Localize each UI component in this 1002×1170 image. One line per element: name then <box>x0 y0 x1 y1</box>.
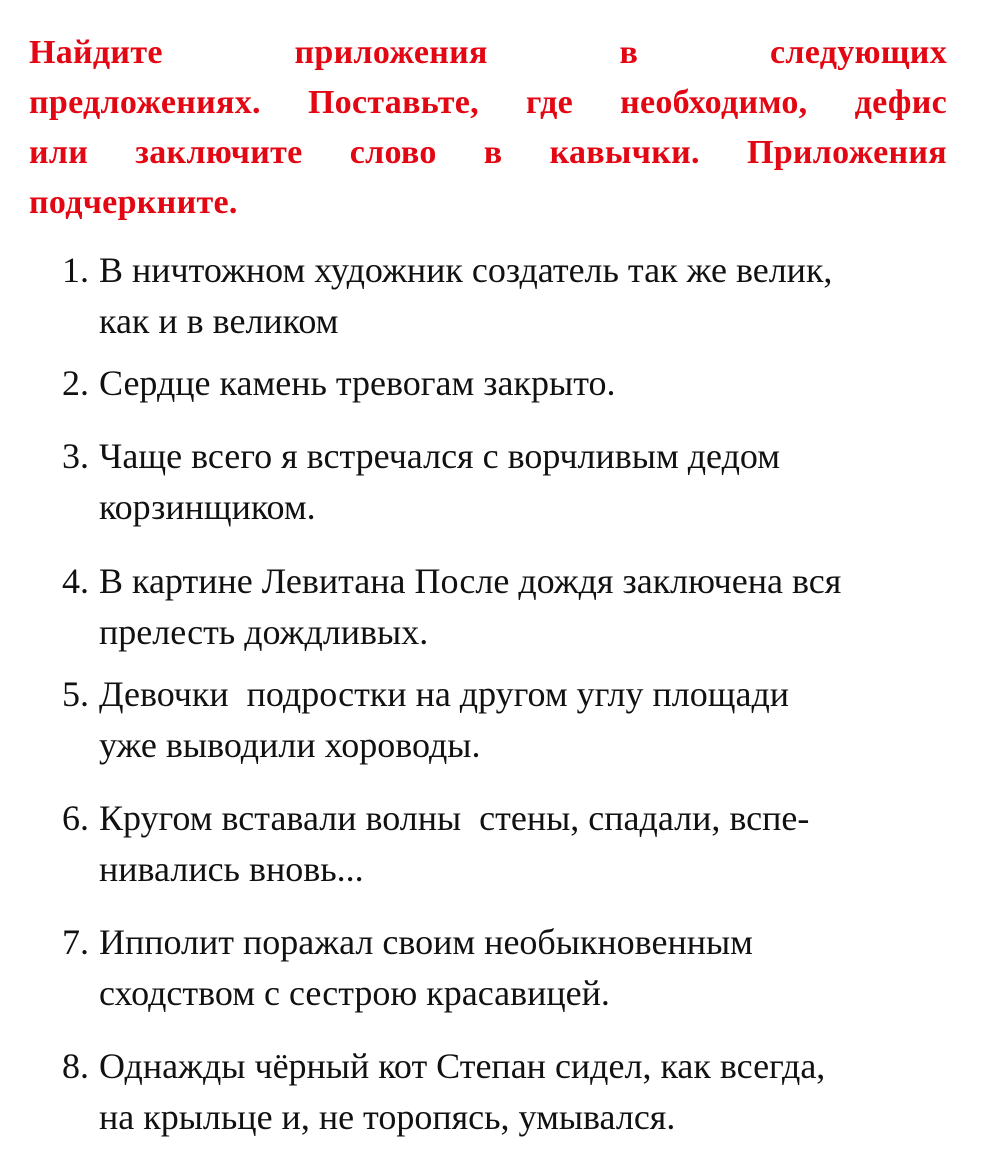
task-number: 6. <box>62 798 89 838</box>
instruction-line: предложениях. Поставьте, где необходимо, дефис <box>29 84 947 121</box>
task-number: 7. <box>62 922 89 962</box>
task-text: Сердце камень тревогам закрыто. <box>99 363 616 403</box>
task-number: 4. <box>62 561 89 601</box>
instruction-line: или заключите слово в кавычки. Приложения <box>29 134 947 171</box>
task-number: 1. <box>62 250 89 290</box>
task-text: Кругом вставали волны стены, спадали, вспе- нивались вновь... <box>99 798 810 889</box>
instruction-heading <box>29 28 947 228</box>
task-number: 5. <box>62 674 89 714</box>
task-text: Однажды чёрный кот Степан сидел, как всегда, на крыльце и, не торопясь, умывался. <box>99 1046 826 1137</box>
instruction-line: Найдите приложения в следующих <box>29 34 947 71</box>
task-text: Чаще всего я встречался с ворчливым дедом корзинщиком. <box>99 436 780 527</box>
task-text: В ничтожном художник создатель так же велик, как и в великом <box>99 250 833 341</box>
task-text: В картине Левитана После дождя заключена вся прелесть дождливых. <box>99 561 842 652</box>
task-text: Девочки подростки на другом углу площади уже выводили хороводы. <box>99 674 790 765</box>
instruction-line: подчеркните. <box>29 184 238 221</box>
task-number: 8. <box>62 1046 89 1086</box>
task-text: Ипполит поражал своим необыкновенным сходством с сестрою красавицей. <box>99 922 753 1013</box>
task-number: 2. <box>62 363 89 403</box>
task-number: 3. <box>62 436 89 476</box>
